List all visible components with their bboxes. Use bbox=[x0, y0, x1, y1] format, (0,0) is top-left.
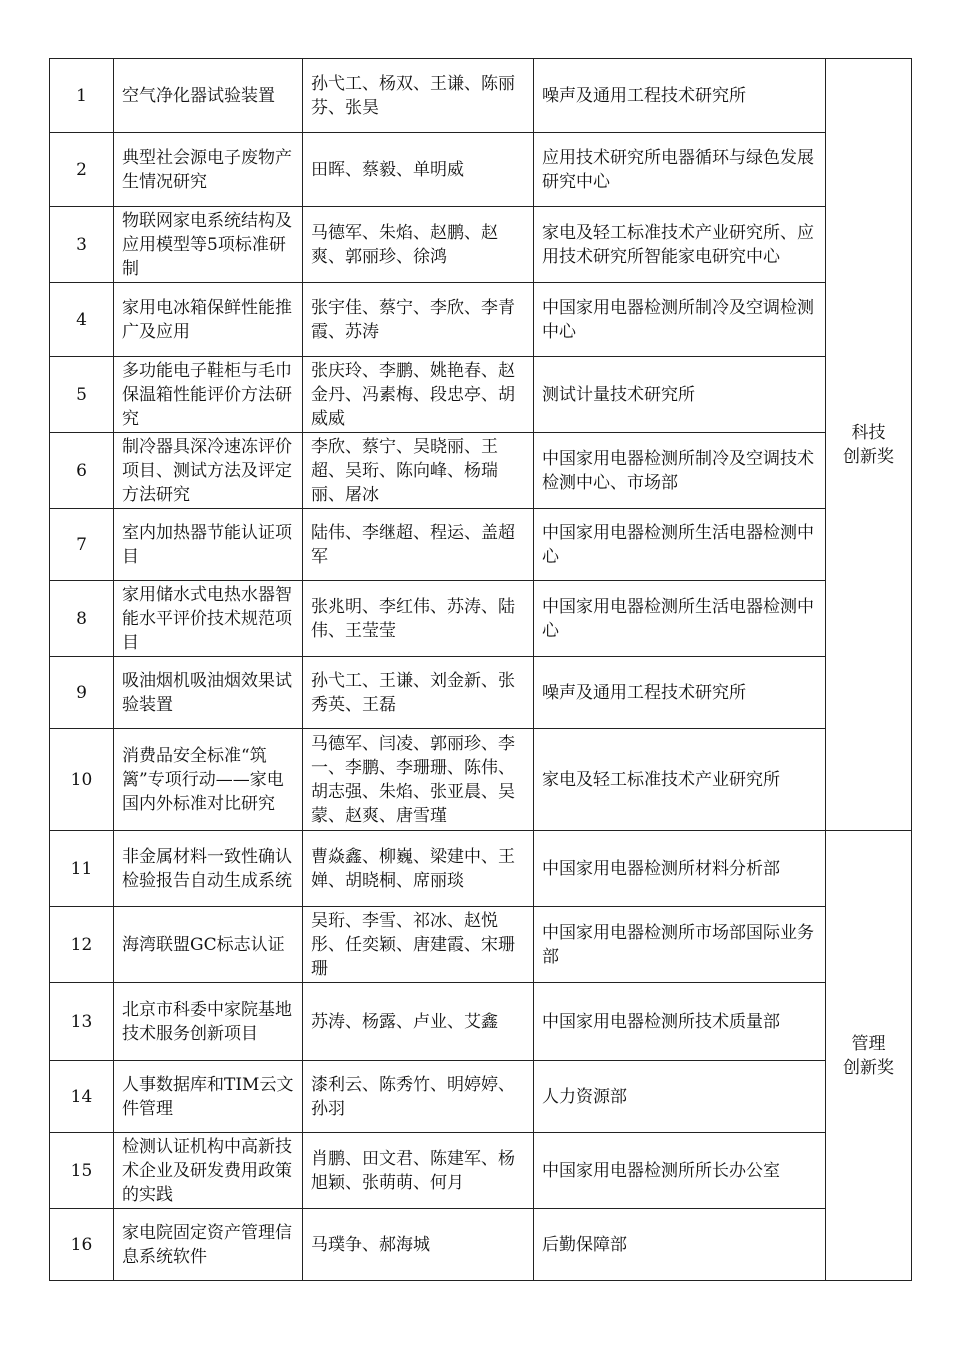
row-number: 14 bbox=[50, 1061, 114, 1133]
row-number: 8 bbox=[50, 581, 114, 657]
team-members: 陆伟、李继超、程运、盖超军 bbox=[303, 509, 534, 581]
project-name: 空气净化器试验装置 bbox=[114, 59, 303, 133]
row-number: 9 bbox=[50, 657, 114, 729]
table-row bbox=[50, 283, 912, 357]
department: 家电及轻工标准技术产业研究所 bbox=[534, 729, 826, 831]
department: 测试计量技术研究所 bbox=[534, 357, 826, 433]
department: 中国家用电器检测所制冷及空调检测中心 bbox=[534, 283, 826, 357]
award-category-tech bbox=[826, 59, 912, 831]
team-members: 田晖、蔡毅、单明威 bbox=[303, 133, 534, 207]
row-number: 7 bbox=[50, 509, 114, 581]
award-category-line1: 科技 bbox=[851, 422, 886, 443]
team-members: 孙弋工、王谦、刘金新、张秀英、王磊 bbox=[303, 657, 534, 729]
department: 噪声及通用工程技术研究所 bbox=[534, 59, 826, 133]
row-number: 5 bbox=[50, 357, 114, 433]
table-row bbox=[50, 1133, 912, 1209]
team-members: 肖鹏、田文君、陈建军、杨旭颖、张萌萌、何月 bbox=[303, 1133, 534, 1209]
row-number: 11 bbox=[50, 831, 114, 907]
project-name: 非金属材料一致性确认检验报告自动生成系统 bbox=[114, 831, 303, 907]
table-row bbox=[50, 657, 912, 729]
department: 中国家用电器检测所市场部国际业务部 bbox=[534, 907, 826, 983]
project-name: 典型社会源电子废物产生情况研究 bbox=[114, 133, 303, 207]
row-number: 2 bbox=[50, 133, 114, 207]
department: 应用技术研究所电器循环与绿色发展研究中心 bbox=[534, 133, 826, 207]
team-members: 张庆玲、李鹏、姚艳春、赵金丹、冯素梅、段忠亭、胡威威 bbox=[303, 357, 534, 433]
table-row bbox=[50, 433, 912, 509]
team-members: 曹焱鑫、柳巍、梁建中、王婵、胡晓桐、席丽琰 bbox=[303, 831, 534, 907]
project-name: 制冷器具深冷速冻评价项目、测试方法及评定方法研究 bbox=[114, 433, 303, 509]
table-row bbox=[50, 581, 912, 657]
department: 中国家用电器检测所技术质量部 bbox=[534, 983, 826, 1061]
table-row bbox=[50, 509, 912, 581]
department: 后勤保障部 bbox=[534, 1209, 826, 1281]
awards-table bbox=[49, 58, 912, 1281]
table-row bbox=[50, 907, 912, 983]
award-category-line2: 创新奖 bbox=[843, 446, 894, 467]
team-members: 张宇佳、蔡宁、李欣、李青霞、苏涛 bbox=[303, 283, 534, 357]
department: 噪声及通用工程技术研究所 bbox=[534, 657, 826, 729]
project-name: 家电院固定资产管理信息系统软件 bbox=[114, 1209, 303, 1281]
project-name: 多功能电子鞋柜与毛巾保温箱性能评价方法研究 bbox=[114, 357, 303, 433]
award-category-mgmt bbox=[826, 831, 912, 1281]
award-category-line1: 管理 bbox=[851, 1033, 886, 1054]
team-members: 李欣、蔡宁、吴晓丽、王超、吴珩、陈向峰、杨瑞丽、屠冰 bbox=[303, 433, 534, 509]
project-name: 检测认证机构中高新技术企业及研发费用政策的实践 bbox=[114, 1133, 303, 1209]
department: 中国家用电器检测所所长办公室 bbox=[534, 1133, 826, 1209]
table-row bbox=[50, 831, 912, 907]
row-number: 4 bbox=[50, 283, 114, 357]
project-name: 室内加热器节能认证项目 bbox=[114, 509, 303, 581]
team-members: 苏涛、杨露、卢业、艾鑫 bbox=[303, 983, 534, 1061]
project-name: 家用电冰箱保鲜性能推广及应用 bbox=[114, 283, 303, 357]
table-row bbox=[50, 357, 912, 433]
team-members: 张兆明、李红伟、苏涛、陆伟、王莹莹 bbox=[303, 581, 534, 657]
table-row bbox=[50, 59, 912, 133]
project-name: 吸油烟机吸油烟效果试验装置 bbox=[114, 657, 303, 729]
team-members: 马德军、闫凌、郭丽珍、李一、李鹏、李珊珊、陈伟、胡志强、朱焰、张亚晨、吴蒙、赵爽、唐雪瑾 bbox=[303, 729, 534, 831]
row-number: 10 bbox=[50, 729, 114, 831]
table-row bbox=[50, 1061, 912, 1133]
table-row bbox=[50, 1209, 912, 1281]
table-row bbox=[50, 729, 912, 831]
project-name: 北京市科委中家院基地技术服务创新项目 bbox=[114, 983, 303, 1061]
team-members: 吴珩、李雪、祁冰、赵悦彤、任奕颖、唐建霞、宋珊珊 bbox=[303, 907, 534, 983]
row-number: 1 bbox=[50, 59, 114, 133]
department: 人力资源部 bbox=[534, 1061, 826, 1133]
department: 中国家用电器检测所生活电器检测中心 bbox=[534, 581, 826, 657]
department: 家电及轻工标准技术产业研究所、应用技术研究所智能家电研究中心 bbox=[534, 207, 826, 283]
department: 中国家用电器检测所材料分析部 bbox=[534, 831, 826, 907]
project-name: 家用储水式电热水器智能水平评价技术规范项目 bbox=[114, 581, 303, 657]
team-members: 马璞争、郝海城 bbox=[303, 1209, 534, 1281]
project-name: 物联网家电系统结构及应用模型等5项标准研制 bbox=[114, 207, 303, 283]
row-number: 6 bbox=[50, 433, 114, 509]
project-name: 人事数据库和TIM云文件管理 bbox=[114, 1061, 303, 1133]
department: 中国家用电器检测所生活电器检测中心 bbox=[534, 509, 826, 581]
table-row bbox=[50, 983, 912, 1061]
row-number: 3 bbox=[50, 207, 114, 283]
team-members: 孙弋工、杨双、王谦、陈丽芬、张昊 bbox=[303, 59, 534, 133]
row-number: 13 bbox=[50, 983, 114, 1061]
project-name: 消费品安全标准“筑篱”专项行动——家电国内外标准对比研究 bbox=[114, 729, 303, 831]
project-name: 海湾联盟GC标志认证 bbox=[114, 907, 303, 983]
row-number: 16 bbox=[50, 1209, 114, 1281]
table-row bbox=[50, 133, 912, 207]
row-number: 12 bbox=[50, 907, 114, 983]
team-members: 漆利云、陈秀竹、明婷婷、孙羽 bbox=[303, 1061, 534, 1133]
department: 中国家用电器检测所制冷及空调技术检测中心、市场部 bbox=[534, 433, 826, 509]
row-number: 15 bbox=[50, 1133, 114, 1209]
award-category-line2: 创新奖 bbox=[843, 1057, 894, 1078]
team-members: 马德军、朱焰、赵鹏、赵爽、郭丽珍、徐鸿 bbox=[303, 207, 534, 283]
table-row bbox=[50, 207, 912, 283]
